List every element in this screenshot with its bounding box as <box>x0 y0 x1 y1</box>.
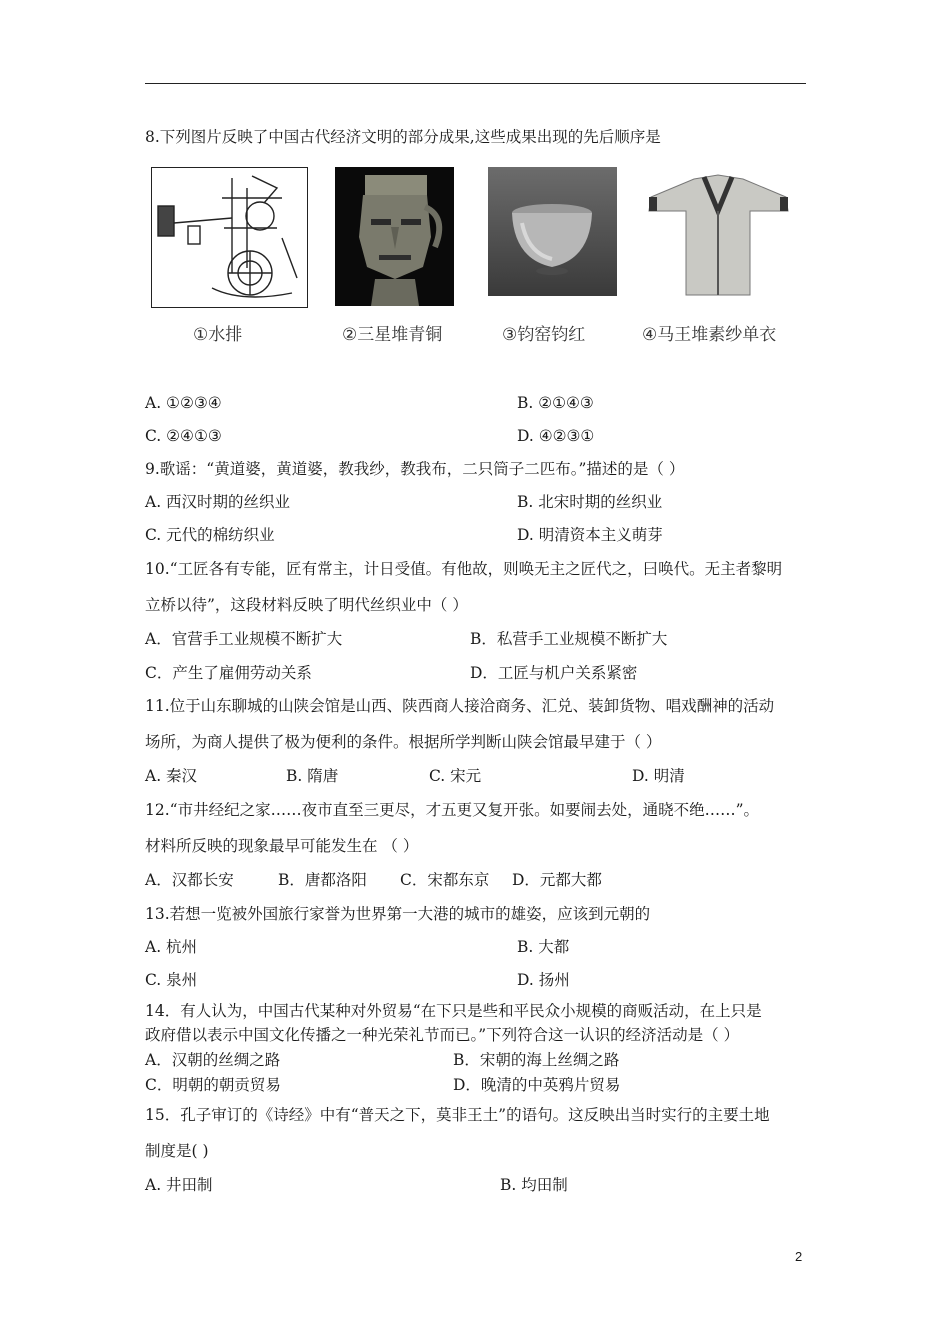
q12-option-a[interactable]: A．汉都长安 <box>145 871 234 889</box>
q12-stem-line2: 材料所反映的现象最早可能发生在 （ ） <box>145 837 419 855</box>
gauze-robe-image <box>646 167 791 300</box>
q12-option-b[interactable]: B．唐都洛阳 <box>278 871 367 889</box>
q11-stem-line2: 场所，为商人提供了极为便利的条件。根据所学判断山陕会馆最早建于（ ） <box>145 733 662 751</box>
q8-option-a[interactable]: A. ①②③④ <box>145 394 222 412</box>
q14-option-a[interactable]: A．汉朝的丝绸之路 <box>145 1051 281 1069</box>
bronze-mask-image <box>335 167 454 306</box>
q10-stem-line2: 立桥以待”，这段材料反映了明代丝织业中（ ） <box>145 596 468 614</box>
q14-option-b[interactable]: B．宋朝的海上丝绸之路 <box>453 1051 620 1069</box>
q8-option-b[interactable]: B. ②①④③ <box>517 394 594 412</box>
q10-stem-line1: 10.“工匠各有专能，匠有常主，计日受值。有他故，则唤无主之匠代之，曰唤代。无主者黎明 <box>145 560 783 578</box>
q14-stem-line1: 14．有人认为，中国古代某种对外贸易“在下只是些和平民众小规模的商贩活动，在上只是 <box>145 1002 762 1020</box>
caption-water-bellows: ①水排 <box>193 325 243 345</box>
q15-stem-line1: 15．孔子审订的《诗经》中有“普天之下，莫非王土”的语句。这反映出当时实行的主要土地 <box>145 1106 770 1124</box>
q8-option-c[interactable]: C. ②④①③ <box>145 427 222 445</box>
q10-option-c[interactable]: C．产生了雇佣劳动关系 <box>145 664 312 682</box>
caption-bronze: ②三星堆青铜 <box>342 325 443 345</box>
q13-stem: 13.若想一览被外国旅行家誉为世界第一大港的城市的雄姿，应该到元朝的 <box>145 905 651 923</box>
q14-option-c[interactable]: C．明朝的朝贡贸易 <box>145 1076 281 1094</box>
q9-option-a[interactable]: A. 西汉时期的丝织业 <box>145 493 291 511</box>
q10-option-d[interactable]: D．工匠与机户关系紧密 <box>470 664 638 682</box>
q15-stem-line2: 制度是( ) <box>145 1142 209 1160</box>
q10-option-a[interactable]: A．官营手工业规模不断扩大 <box>145 630 343 648</box>
water-bellows-image <box>151 167 308 308</box>
q13-option-a[interactable]: A. 杭州 <box>145 938 198 956</box>
q14-stem-line2: 政府借以表示中国文化传播之一种光荣礼节而已。”下列符合这一认识的经济活动是（ ） <box>145 1026 740 1044</box>
q11-option-d[interactable]: D. 明清 <box>632 767 685 785</box>
q13-option-b[interactable]: B. 大都 <box>517 938 570 956</box>
q11-option-b[interactable]: B. 隋唐 <box>286 767 339 785</box>
q9-option-c[interactable]: C. 元代的棉纺织业 <box>145 526 275 544</box>
q9-option-b[interactable]: B. 北宋时期的丝织业 <box>517 493 663 511</box>
q9-option-d[interactable]: D. 明清资本主义萌芽 <box>517 526 663 544</box>
q15-option-a[interactable]: A. 井田制 <box>145 1176 213 1194</box>
q12-option-d[interactable]: D．元都大都 <box>512 871 602 889</box>
q13-option-c[interactable]: C. 泉州 <box>145 971 198 989</box>
caption-gauze-robe: ④马王堆素纱单衣 <box>642 325 777 345</box>
q8-stem: 8.下列图片反映了中国古代经济文明的部分成果,这些成果出现的先后顺序是 <box>145 128 661 146</box>
page-number: 2 <box>795 1249 803 1264</box>
header-rule <box>145 83 806 84</box>
q8-option-d[interactable]: D. ④②③① <box>517 427 595 445</box>
q12-stem-line1: 12.“市井经纪之家……夜市直至三更尽，才五更又复开张。如要闹去处，通晓不绝……”。 <box>145 801 760 819</box>
caption-jun-ware: ③钧窑钧红 <box>502 325 586 345</box>
q15-option-b[interactable]: B. 均田制 <box>500 1176 568 1194</box>
jun-bowl-image <box>488 167 617 296</box>
q12-option-c[interactable]: C．宋都东京 <box>400 871 490 889</box>
q9-stem: 9.歌谣：“黄道婆，黄道婆，教我纱，教我布，二只筒子二匹布。”描述的是（ ） <box>145 460 685 478</box>
q13-option-d[interactable]: D. 扬州 <box>517 971 570 989</box>
q11-option-c[interactable]: C. 宋元 <box>429 767 482 785</box>
q11-stem-line1: 11.位于山东聊城的山陕会馆是山西、陕西商人接洽商务、汇兑、装卸货物、唱戏酬神的活动 <box>145 697 775 715</box>
q14-option-d[interactable]: D．晚清的中英鸦片贸易 <box>453 1076 621 1094</box>
q10-option-b[interactable]: B．私营手工业规模不断扩大 <box>470 630 668 648</box>
q11-option-a[interactable]: A. 秦汉 <box>145 767 198 785</box>
